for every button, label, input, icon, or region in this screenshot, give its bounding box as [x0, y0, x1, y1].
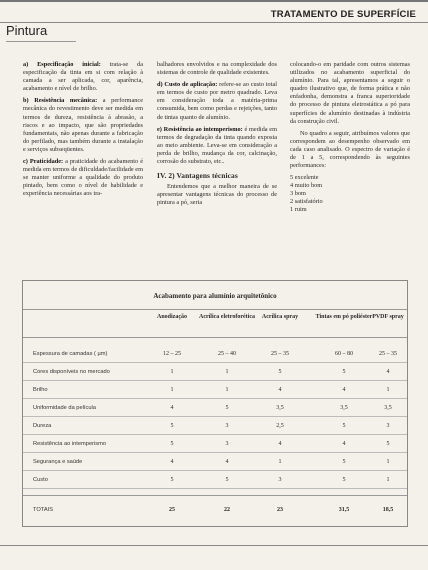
table-cell: 31,5: [338, 507, 350, 513]
table-cell: 5: [342, 459, 346, 465]
row-label: Segurança e saúde: [33, 459, 83, 465]
table-cell: 18,5: [382, 507, 394, 513]
paragraph-continuation: balhadores envolvidos e na complexidade dos sistemas de controle de qualidade existentes.: [157, 61, 277, 77]
table-title-divider: [23, 309, 407, 310]
table-cell: 4: [278, 441, 282, 447]
paragraph-text: a praticidade do acabamento é medida em termos de dificuldade/facilidade em se manter uniforme a qualidade do produto pintado, bem como o nível de habilidade e experiência necessárias aos tra-: [23, 158, 143, 198]
table-cell: 1: [225, 369, 229, 375]
paragraph-label: d) Custo de aplicação:: [157, 81, 218, 89]
rating-scale-list: [290, 174, 410, 214]
table-cell: 12 – 25: [163, 351, 181, 357]
paragraph-intemperismo: [157, 126, 277, 166]
table-cell: 25 – 40: [218, 351, 236, 357]
column-header: Acrílica eletroforética: [198, 314, 256, 320]
section-heading: IV. 2) Vantagens técnicas: [157, 171, 238, 181]
row-label: Dureza: [33, 423, 52, 429]
column-header: PVDF spray: [372, 314, 404, 320]
row-label: Resistência ao intemperismo: [33, 441, 107, 447]
table-cell: 4: [278, 387, 282, 393]
table-cell: 4: [170, 459, 174, 465]
table-cell: 5: [278, 369, 282, 375]
table-cell: 3: [225, 441, 229, 447]
row-label: Brilho: [33, 387, 48, 393]
table-cell: 4: [225, 459, 229, 465]
table-cell: 4: [170, 405, 174, 411]
row-label: Espessura de camadas ( µm): [33, 351, 108, 357]
paragraph-label: c) Praticidade:: [23, 158, 64, 166]
table-row: [23, 471, 407, 489]
table-cell: 23: [277, 507, 283, 513]
table-cell: 5: [342, 369, 346, 375]
table-cell: 5: [170, 441, 174, 447]
table-cell: 3,5: [276, 405, 284, 411]
rating-scale-item: 1 ruim: [290, 206, 307, 214]
footer-rule: [0, 545, 428, 546]
paragraph-quadro: No quadro a seguir, atribuímos valores que correspondem ao desempenho observado em cada caso analisado. O espectro de variação é de 1 a 5, correspondendo às seguintes performances:: [290, 129, 410, 170]
paragraph-text: refere-se ao custo total em termos de custo por metro quadrado. Leva em consideração toda a matéria-prima consumida, bem como perdas e rejeições, tanto de tintas quanto de alumínio.: [157, 81, 277, 121]
table-cell: 25 – 35: [271, 351, 289, 357]
table-cell: 3: [278, 477, 282, 483]
paragraph-custo: [157, 81, 277, 121]
text-column-3: [290, 61, 410, 214]
rating-scale-item: 5 excelente: [290, 174, 319, 182]
row-label: Custo: [33, 477, 48, 483]
rating-scale-item: 3 bom: [290, 190, 306, 198]
page-title: Pintura: [6, 23, 48, 38]
table-cell: 4: [342, 441, 346, 447]
table-cell: 1: [225, 387, 229, 393]
row-label: Cores disponíveis no mercado: [33, 369, 110, 375]
column-header: Anodização: [157, 314, 187, 320]
header-divider: [0, 22, 428, 23]
table-cell: 3,5: [384, 405, 392, 411]
paragraph-text: a performance mecânica do revestimento deve ser medida em termos de dureza, resistência à abrasão, a riscos e ao impacto, que são propriedades fundamentais, não apenas durante a fabricação do perfilado, mas também durante a instalação e serviços subseqüentes.: [23, 97, 143, 153]
row-label: Uniformidade da película: [33, 405, 96, 411]
text-column-1: [23, 61, 143, 203]
text-column-2: [157, 61, 277, 212]
table-cell: 2,5: [276, 423, 284, 429]
table-cell: 3: [225, 423, 229, 429]
table-cell: 22: [224, 507, 230, 513]
table-cell: 1: [386, 459, 390, 465]
table-row: [23, 453, 407, 471]
table-cell: 5: [342, 423, 346, 429]
paragraph-text: trata-se da especificação da tinta em si com relação à camada a ser aplicada, cor, aparência, acabamento e nível de brilho.: [23, 61, 143, 93]
table-cell: 1: [278, 459, 282, 465]
table-cell: 1: [386, 387, 390, 393]
totals-row: [23, 501, 407, 519]
totals-divider: [23, 495, 407, 496]
paragraph-text: é medida em termos de degradação da tinta quando exposta ao meio ambiente. Leva-se em consideração a perda de brilho, mudança da cor, calcinação, corrosão do substrato, etc..: [157, 125, 277, 166]
table-row: [23, 399, 407, 417]
paragraph-paridade: colocando-o em paridade com outros sistemas utilizados no acabamento superficial do alumínio. Para tal, apresentamos a seguir o quadro ilustrativo que, de forma prática e não enfadonha, demonstra a franca superioridade do processo de pintura eletrostática a pó para superfícies de alumínio destinadas à indústria da construção civil.: [290, 61, 410, 125]
table-row: [23, 381, 407, 399]
paragraph-resistencia-mecanica: [23, 97, 143, 154]
table-cell: 5: [225, 477, 229, 483]
table-cell: 5: [386, 441, 390, 447]
paragraph-label: e) Resistência ao intemperismo:: [157, 125, 243, 133]
table-cell: 1: [386, 477, 390, 483]
table-cell: 5: [225, 405, 229, 411]
table-cell: 3,5: [340, 405, 348, 411]
row-label: TOTAIS: [33, 507, 54, 513]
table-row: [23, 417, 407, 435]
table-cell: 4: [342, 387, 346, 393]
column-header: Acrílica spray: [261, 314, 299, 320]
table-cell: 1: [170, 387, 174, 393]
rating-scale-item: 4 muito bom: [290, 182, 323, 190]
table-cell: 5: [170, 477, 174, 483]
comparison-table: [22, 280, 408, 527]
table-row: [23, 363, 407, 381]
column-header: Tintas em pó poliéster: [315, 314, 373, 320]
table-cell: 25 – 35: [379, 351, 397, 357]
paragraph-label: a) Especificação inicial:: [23, 61, 101, 68]
table-cell: 5: [170, 423, 174, 429]
table-cell: 1: [170, 369, 174, 375]
rating-scale-item: 2 satisfatório: [290, 198, 323, 206]
paragraph-label: b) Resistência mecânica:: [23, 97, 98, 105]
top-rule: [0, 0, 428, 2]
table-cell: 3: [386, 423, 390, 429]
paragraph-vantagens: Entendemos que a melhor maneira de se apresentar vantagens técnicas do processo de pintura a pó, seria: [157, 183, 277, 207]
table-title: Acabamento para alumínio arquitetônico: [153, 292, 277, 300]
paragraph-praticidade: [23, 158, 143, 198]
table-row: [23, 345, 407, 363]
section-header: TRATAMENTO DE SUPERFÍCIE: [270, 9, 416, 20]
table-cell: 60 – 80: [335, 351, 353, 357]
table-cell: 5: [342, 477, 346, 483]
row-divider: [23, 488, 407, 489]
title-underline: [6, 41, 76, 42]
paragraph-especificacao: [23, 61, 143, 93]
header-divider: [23, 337, 407, 338]
table-cell: 4: [386, 369, 390, 375]
table-cell: 25: [169, 507, 175, 513]
table-row: [23, 435, 407, 453]
